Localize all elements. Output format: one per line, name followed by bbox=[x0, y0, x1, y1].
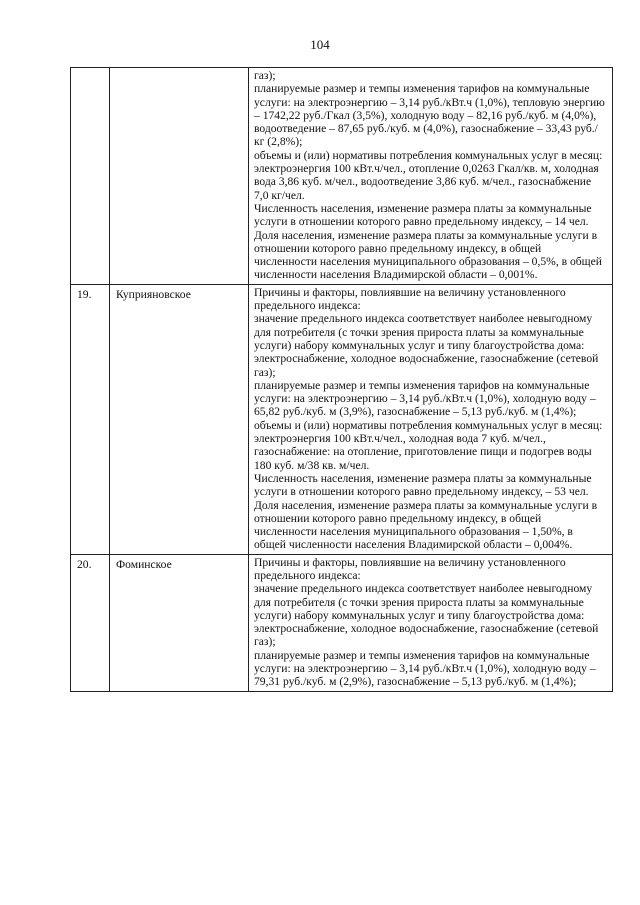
tariff-table bbox=[70, 67, 613, 692]
description-cell bbox=[249, 284, 613, 554]
description-paragraph: объемы и (или) нормативы потребления коммунальных услуг в месяц: электроэнергия 100 кВт.ч/чел., отопление 0,0263 Гкал/кв. м, холодная вода 3,86 куб. м/чел., водоотведение 3,86 куб. м/чел., газоснабжение 7,0 кг/чел. bbox=[254, 148, 603, 202]
table-row bbox=[71, 68, 613, 285]
table-row bbox=[71, 284, 613, 554]
row-number-cell bbox=[71, 68, 110, 285]
municipality-name: Фоминское bbox=[116, 557, 172, 571]
description-paragraph: планируемые размер и темпы изменения тарифов на коммунальные услуги: на электроэнергию – 3,14 руб./кВт.ч (1,0%), холодную воду – 65,82 руб./куб. м (3,9%), газоснабжение – 5,13 руб./куб. м (1,4%); bbox=[254, 378, 596, 419]
description-paragraph: значение предельного индекса соответствует наиболее невыгодному для потребителя (с точки зрения прироста платы за коммунальные услуги) набору коммунальных услуг и типу благоустройства дома: электроснабжение, холодное водоснабжение, газоснабжение (сетевой газ); bbox=[254, 582, 599, 649]
description-cell bbox=[249, 554, 613, 691]
description-paragraph: Причины и факторы, повлиявшие на величину установленного предельного индекса: bbox=[254, 285, 566, 313]
row-number: 20. bbox=[77, 557, 92, 571]
municipality-cell bbox=[110, 554, 249, 691]
municipality-name bbox=[110, 68, 248, 71]
municipality-cell bbox=[110, 68, 249, 285]
description-paragraph: Доля населения, изменение размера платы за коммунальные услуги в отношении которого равно предельному индексу, в общей численности населения муниципального образования – 1,50%, в общей численности населения Владимирской области – 0,004%. bbox=[254, 498, 598, 552]
description-paragraph: значение предельного индекса соответствует наиболее невыгодному для потребителя (с точки зрения прироста платы за коммунальные услуги) набору коммунальных услуг и типу благоустройства дома: электроснабжение, холодное водоснабжение, газоснабжение (сетевой газ); bbox=[254, 312, 599, 379]
description-cell bbox=[249, 68, 613, 285]
table-row bbox=[71, 554, 613, 691]
description-paragraph: объемы и (или) нормативы потребления коммунальных услуг в месяц: электроэнергия 100 кВт.ч/чел., холодная вода 7 куб. м/чел., газоснабжение: на отопление, приготовление пищи и подогрев воды 180 куб. м/38 кв. м/чел. bbox=[254, 418, 603, 472]
row-number-cell bbox=[71, 554, 110, 691]
row-number-cell bbox=[71, 284, 110, 554]
row-number: 19. bbox=[77, 287, 92, 301]
description-paragraph: Причины и факторы, повлиявшие на величину установленного предельного индекса: bbox=[254, 555, 566, 582]
page-number: 104 bbox=[310, 37, 330, 52]
description-paragraph: газ); bbox=[254, 69, 276, 82]
municipality-name: Куприяновское bbox=[116, 287, 191, 301]
description-paragraph: Численность населения, изменение размера платы за коммунальные услуги в отношении которого равно предельному индексу, – 14 чел. bbox=[254, 201, 592, 229]
description-paragraph: планируемые размер и темпы изменения тарифов на коммунальные услуги: на электроэнергию – 3,14 руб./кВт.ч (1,0%), холодную воду – 79,31 руб./куб. м (2,9%), газоснабжение – 5,13 руб./куб. м (1,4%); bbox=[254, 648, 596, 689]
description-paragraph: Доля населения, изменение размера платы за коммунальные услуги в отношении которого равно предельному индексу, в общей численности населения муниципального образования – 0,5%, в общей численности населения Владимирской области – 0,001%. bbox=[254, 228, 602, 282]
municipality-cell bbox=[110, 284, 249, 554]
description-paragraph: планируемые размер и темпы изменения тарифов на коммунальные услуги: на электроэнергию – 3,14 руб./кВт.ч (1,0%), тепловую энергию – 1742,22 руб./Гкал (3,5%), холодную воду – 82,16 руб./куб. м (4,0%), водоотведение – 87,65 руб./куб. м (4,0%), газоснабжение – 33,43 руб./кг (2,8%); bbox=[254, 82, 605, 149]
description-paragraph: Численность населения, изменение размера платы за коммунальные услуги в отношении которого равно предельному индексу, – 53 чел. bbox=[254, 471, 592, 499]
row-number bbox=[71, 68, 109, 71]
